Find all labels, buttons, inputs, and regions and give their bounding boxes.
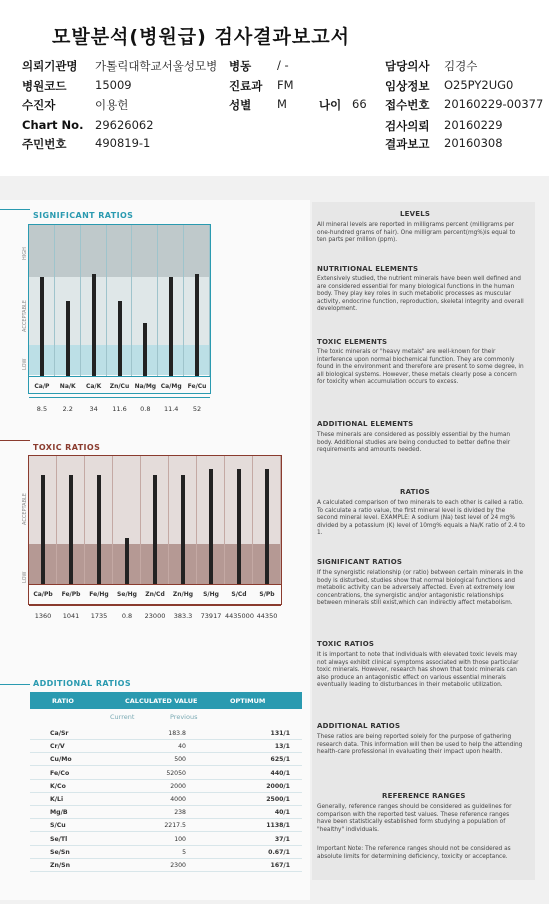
- reference-heading: REFERENCE RANGES: [382, 792, 466, 800]
- additional-optimum-value: 167/1: [270, 862, 290, 869]
- additional-calculated-value: 2000: [170, 782, 186, 790]
- significant-ratio-label: Na/Mg: [134, 383, 157, 390]
- additional-table-header: [30, 692, 302, 709]
- additional-ratio-name: Se/Tl: [50, 835, 68, 843]
- toxic-ratio-label: Fe/Pb: [61, 591, 81, 598]
- toxic-bar: [41, 475, 45, 584]
- significant-column-divider: [157, 225, 158, 376]
- significant-band-label-high: HIGH: [22, 247, 28, 260]
- report-title: 모발분석(병원급) 검사결과보고서: [52, 26, 350, 48]
- request-label: 검사의뢰: [385, 119, 430, 133]
- toxic-ratio-label: S/Cd: [231, 591, 247, 598]
- receipt-value: 20160229-00377: [444, 97, 544, 111]
- ratios-heading: RATIOS: [400, 488, 430, 496]
- significant-ratio-label: Ca/Mg: [160, 383, 182, 390]
- significant-bar: [169, 277, 173, 376]
- nutritional-text: Extensively studied, the nutrient minerals have been well defined and are considered essential for many biological functions in the human body. They play key roles in such metabolic processes as muscular activity, endocrine function, reproduction, skeletal integrity and overall development.: [317, 276, 524, 313]
- toxic-ratio-label: S/Pb: [259, 591, 275, 598]
- additional-calculated-value: 2300: [170, 862, 186, 869]
- code-label: 병원코드: [22, 79, 67, 93]
- toxic-ratio-value: 44350: [256, 612, 278, 620]
- explanation-panel: [312, 202, 535, 880]
- additional-elements-text: These minerals are considered as possibly essential by the human body. Additional studies are being conducted to better define their requirements and amounts needed.: [317, 432, 511, 454]
- additional-sub-current: Current: [110, 713, 135, 721]
- toxic-ratio-label: Fe/Hg: [89, 591, 109, 598]
- reference-note: Important Note: The reference ranges should not be considered as absolute limits for determining deficiency, toxicity or acceptance.: [317, 846, 511, 860]
- additional-ratio-name: K/Li: [50, 796, 64, 803]
- additional-optimum-value: 13/1: [274, 743, 290, 751]
- nutritional-heading: NUTRITIONAL ELEMENTS: [317, 265, 419, 273]
- significant-column-divider: [131, 225, 132, 376]
- additional-ratio-name: Zn/Sn: [50, 862, 71, 869]
- significant-ratio-label: Fe/Cu: [187, 383, 207, 390]
- additional-elements-heading: ADDITIONAL ELEMENTS: [317, 420, 414, 428]
- significant-bar: [40, 277, 44, 376]
- significant-column-divider: [209, 225, 210, 376]
- additional-ratio-name: Cr/V: [50, 743, 65, 751]
- additional-calculated-value: 500: [174, 756, 186, 764]
- significant-ratio-value: 34: [89, 405, 98, 413]
- sex-label: 성별: [229, 98, 252, 112]
- additional-ratio-name: K/Co: [50, 782, 66, 790]
- toxic-ratio-value: 73917: [200, 612, 222, 620]
- significant-ratio-label: Zn/Cu: [109, 383, 130, 390]
- additional-ratio-name: Mg/B: [50, 809, 68, 817]
- significant-column-divider: [54, 225, 55, 376]
- significant-axis-rule: [29, 376, 210, 377]
- age-value: 66: [352, 97, 367, 111]
- toxic-elements-text: The toxic minerals or "heavy metals" are well-known for their interference upon normal biochemical function. They are commonly found in the environment and therefore are present to some degree, in all biological systems. However, these metals clearly pose a concern for toxicity when accumulation occurs to excess.: [317, 349, 524, 386]
- id-value: 490819-1: [95, 136, 151, 150]
- significant-band-label-low: LOW: [22, 358, 28, 370]
- significant-heading: SIGNIFICANT RATIOS: [33, 211, 134, 220]
- significant-ratio-value: 8.5: [36, 405, 48, 413]
- table-row: [30, 781, 302, 793]
- significant-bar: [143, 323, 147, 376]
- additional-heading-rule: [0, 684, 30, 685]
- toxic-column-divider: [280, 456, 281, 584]
- additional-calculated-value: 40: [178, 743, 186, 751]
- toxic-column-divider: [140, 456, 141, 584]
- age-label: 나이: [319, 98, 342, 112]
- table-row: [30, 741, 302, 753]
- significant-column-divider: [80, 225, 81, 376]
- significant-bar: [92, 274, 96, 376]
- toxic-ratio-label: Se/Hg: [117, 591, 137, 598]
- doctor-label: 담당의사: [385, 59, 430, 73]
- significant-heading-rule: [0, 209, 30, 210]
- additional-ratio-name: Ca/Sr: [50, 730, 69, 737]
- toxic-band-label-acceptable: ACCEPTABLE: [22, 493, 28, 525]
- toxic-value-rule: [29, 605, 281, 606]
- toxic-column-divider: [224, 456, 225, 584]
- additional-calculated-value: 2217.5: [164, 822, 186, 830]
- additional-col-optimum: OPTIMUM: [230, 697, 266, 705]
- levels-text: All mineral levels are reported in milligrams percent (milligrams per one-hundred grams of hair). One milligram percent(mg%)is equal to ten parts per million (ppm).: [317, 222, 516, 244]
- clinical-label: 임상정보: [385, 79, 430, 93]
- ward-value: / -: [277, 58, 289, 72]
- id-label: 주민번호: [22, 137, 67, 151]
- additional-calculated-value: 5: [182, 848, 186, 856]
- toxic-elements-heading: TOXIC ELEMENTS: [317, 338, 388, 346]
- significant-bar: [66, 301, 70, 376]
- toxic-note-heading: TOXIC RATIOS: [317, 640, 375, 648]
- doctor-value: 김경수: [444, 59, 478, 73]
- additional-optimum-value: 131/1: [270, 730, 290, 737]
- significant-ratio-value: 52: [192, 405, 202, 413]
- toxic-bar: [125, 538, 129, 584]
- toxic-ratio-label: Zn/Hg: [172, 591, 194, 598]
- toxic-ratio-value: 1735: [90, 612, 108, 620]
- additional-note-text: These ratios are being reported solely for the purpose of gathering research data. This information will then be used to help the attending health-care professional in evaluating their impact upon health.: [317, 734, 523, 756]
- additional-sub-previous: Previous: [170, 713, 198, 721]
- additional-col-ratio: RATIO: [52, 697, 74, 705]
- table-row: [30, 820, 302, 832]
- additional-heading: ADDITIONAL RATIOS: [33, 679, 131, 688]
- ratios-text: A calculated comparison of two minerals to each other is called a ratio. To calculate a ratio value, the first mineral level is divided by the second mineral level. EXAMPLE: A sodium (Na) test level of 24 mg% divided by a potassium (K) level of 10mg% equals a Na/K ratio of 2.4 to 1.: [317, 500, 525, 537]
- request-value: 20160229: [444, 118, 503, 132]
- additional-calculated-value: 4000: [170, 796, 186, 803]
- receipt-label: 접수번호: [385, 98, 430, 112]
- toxic-ratio-label: Ca/Pb: [33, 591, 53, 598]
- hospital-label: 의뢰기관명: [22, 59, 78, 73]
- additional-ratio-name: Cu/Mo: [50, 756, 72, 764]
- dept-label: 진료과: [229, 79, 263, 93]
- code-value: 15009: [95, 78, 132, 92]
- table-row: [30, 754, 302, 766]
- significant-ratio-value: 0.8: [140, 405, 151, 413]
- chart-label: Chart No.: [22, 118, 84, 132]
- additional-col-calculated: CALCULATED VALUE: [125, 697, 198, 705]
- toxic-column-divider: [196, 456, 197, 584]
- additional-optimum-value: 40/1: [274, 809, 290, 817]
- significant-bar: [195, 274, 199, 376]
- toxic-ratio-value: 383.3: [173, 612, 193, 620]
- toxic-bar: [237, 469, 241, 584]
- toxic-bar: [209, 469, 213, 584]
- table-row: [30, 834, 302, 846]
- significant-note-heading: SIGNIFICANT RATIOS: [317, 558, 403, 566]
- additional-optimum-value: 2500/1: [266, 796, 290, 803]
- toxic-column-divider: [112, 456, 113, 584]
- table-row: [30, 768, 302, 780]
- toxic-ratio-label: S/Hg: [203, 591, 219, 598]
- significant-ratio-value: 11.4: [163, 405, 179, 413]
- toxic-bar: [69, 475, 73, 584]
- table-row: [30, 847, 302, 859]
- additional-ratio-name: Fe/Co: [50, 769, 70, 777]
- additional-optimum-value: 0.67/1: [268, 848, 290, 856]
- levels-heading: LEVELS: [400, 210, 431, 218]
- significant-column-divider: [183, 225, 184, 376]
- toxic-bar: [265, 469, 269, 584]
- toxic-ratio-value: 1041: [62, 612, 80, 620]
- significant-ratio-label: Ca/K: [85, 383, 102, 390]
- table-row: [30, 807, 302, 819]
- additional-optimum-value: 1138/1: [266, 822, 290, 830]
- additional-ratio-name: S/Cu: [50, 822, 66, 830]
- toxic-axis-rule: [29, 584, 281, 585]
- reference-text: Generally, reference ranges should be considered as guidelines for comparison with the reported test values. These reference ranges have been statistically established form studying a population of "healthy" individuals.: [317, 804, 512, 833]
- additional-optimum-value: 625/1: [270, 756, 290, 764]
- toxic-bar: [153, 475, 157, 584]
- significant-band-label-acceptable: ACCEPTABLE: [22, 300, 28, 332]
- clinical-value: O25PY2UG0: [444, 78, 514, 92]
- significant-ratio-value: 11.6: [112, 405, 127, 413]
- additional-calculated-value: 183.8: [168, 730, 186, 737]
- table-row: [30, 794, 302, 806]
- toxic-column-divider: [252, 456, 253, 584]
- result-label: 결과보고: [385, 137, 430, 151]
- significant-ratio-label: Ca/P: [34, 383, 50, 390]
- toxic-ratio-label: Zn/Cd: [145, 591, 165, 598]
- significant-ratio-label: Na/K: [59, 383, 76, 390]
- dept-value: FM: [277, 78, 294, 92]
- patient-label: 수진자: [22, 98, 56, 112]
- toxic-ratio-value: 23000: [144, 612, 166, 620]
- toxic-bar: [97, 475, 101, 584]
- additional-note-heading: ADDITIONAL RATIOS: [317, 722, 401, 730]
- toxic-ratio-value: 4435000: [225, 612, 254, 620]
- additional-optimum-value: 37/1: [274, 835, 290, 843]
- table-row: [30, 860, 302, 872]
- additional-calculated-value: 100: [174, 835, 186, 843]
- toxic-heading-rule: [0, 440, 30, 441]
- additional-calculated-value: 52050: [166, 769, 186, 777]
- chart-value: 29626062: [95, 118, 154, 132]
- additional-ratio-name: Se/Sn: [50, 848, 70, 856]
- toxic-column-divider: [168, 456, 169, 584]
- additional-calculated-value: 238: [174, 809, 186, 817]
- hospital-value: 가톨릭대학교서울성모병: [95, 59, 218, 73]
- ward-label: 병동: [229, 59, 252, 73]
- significant-column-divider: [106, 225, 107, 376]
- toxic-ratio-value: 1360: [34, 612, 52, 620]
- patient-value: 이용헌: [95, 98, 129, 112]
- additional-optimum-value: 2000/1: [266, 782, 290, 790]
- significant-bar: [118, 301, 122, 376]
- toxic-bar: [181, 475, 185, 584]
- toxic-column-divider: [84, 456, 85, 584]
- toxic-note-text: It is important to note that individuals with elevated toxic levels may not always exhibit clinical symptoms associated with those particular toxic minerals. However, research has shown that toxic minerals can also produce an antagonistic effect on various essential minerals eventually leading to disturbances in their metabolic utilization.: [317, 652, 519, 689]
- toxic-heading: TOXIC RATIOS: [33, 443, 101, 452]
- additional-optimum-value: 440/1: [270, 769, 290, 777]
- sex-value: M: [277, 97, 287, 111]
- result-value: 20160308: [444, 136, 503, 150]
- significant-note-text: If the synergistic relationship (or ratio) between certain minerals in the body is disturbed, studies show that normal biological functions and metabolic activity can be adversely affected. Even at extremely low concentrations, the synergistic and/or antagonistic relationships between minerals still exist,which can indirectly affect metabolism.: [317, 570, 524, 607]
- significant-ratio-value: 2.2: [62, 405, 73, 413]
- significant-value-rule: [29, 397, 210, 398]
- toxic-ratio-value: 0.8: [121, 612, 133, 620]
- table-row: [30, 728, 302, 740]
- toxic-column-divider: [56, 456, 57, 584]
- toxic-band-label-low: LOW: [22, 571, 28, 583]
